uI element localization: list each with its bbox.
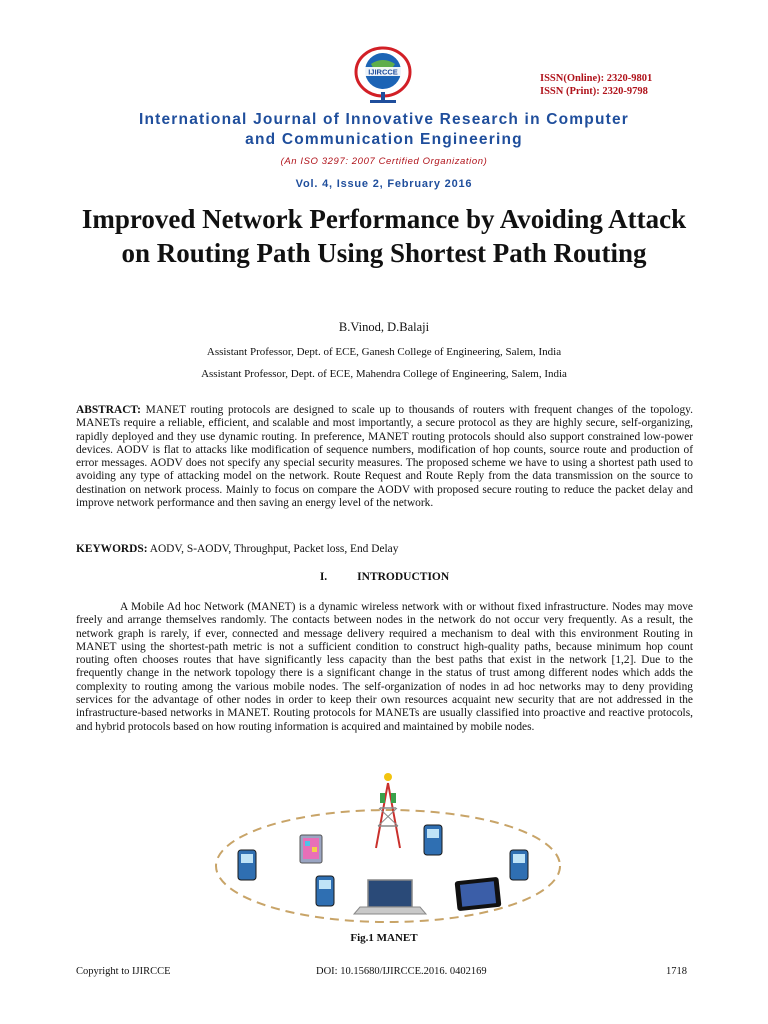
tablet-icon: [300, 835, 322, 863]
section-number: I.: [319, 571, 328, 583]
page-number: 1718: [666, 966, 687, 977]
section-title: INTRODUCTION: [357, 571, 450, 583]
tablet-device-icon: [455, 877, 502, 911]
abstract: [76, 404, 693, 510]
section-heading: [76, 571, 693, 583]
issn-print: ISSN (Print): 2320-9798: [540, 85, 648, 97]
affiliation-2: Assistant Professor, Dept. of ECE, Mahendra College of Engineering, Salem, India: [201, 368, 567, 380]
journal-title-line2: and Communication Engineering: [245, 131, 523, 148]
keywords-text: AODV, S-AODV, Throughput, Packet loss, End Delay: [149, 543, 399, 555]
issn-block: [540, 73, 730, 98]
abstract-text: MANET routing protocols are designed to scale up to thousands of routers with frequent changes of the topology. MANETs require a reliable, efficient, and scalable and most importantly, a secure protocol as they are highly secure, self-organizing, rapidly deployed and they use dynamic routing. In preference, MANET routing protocols should also support constrained low-power devices. AODV is flat to attacks like modification of sequence numbers, modification of hop counts, source route and production of error messages. AODV does not specify any special security measures. The proposed scheme we have to using a shortest path used to avoiding any type of attacking model on the network. Route Request and Route Reply from the data transmission on the source to destination on network process. Mainly to focus on compare the AODV with proposed secure routing to reduce the packet delay and improve network performance and then saving an energy level of the network.: [76, 404, 693, 510]
figure-caption: Fig.1 MANET: [350, 932, 418, 944]
paper-authors: B.Vinod, D.Balaji: [338, 320, 430, 334]
iso-certification: (An ISO 3297: 2007 Certified Organization): [280, 156, 488, 167]
journal-title-line1: International Journal of Innovative Research in Computer: [138, 111, 630, 128]
abstract-label: ABSTRACT:: [76, 404, 141, 416]
paper-title: Improved Network Performance by Avoiding Attack on Routing Path Using Shortest Path Routing: [81, 204, 687, 268]
volume-issue: Vol. 4, Issue 2, February 2016: [295, 178, 473, 190]
keywords: [76, 543, 693, 556]
journal-title: [60, 110, 708, 150]
journal-logo: [346, 44, 420, 106]
issn-online: ISSN(Online): 2320-9801: [540, 73, 653, 84]
affiliation-1: Assistant Professor, Dept. of ECE, Ganesh College of Engineering, Salem, India: [206, 346, 562, 358]
manet-figure: [210, 768, 570, 930]
footer-doi: DOI: 10.15680/IJIRCCE.2016. 0402169: [316, 966, 487, 977]
keywords-label: KEYWORDS:: [76, 543, 148, 555]
footer-copyright: Copyright to IJIRCCE: [76, 966, 171, 977]
laptop-icon: [354, 880, 426, 914]
logo-text: IJIRCCE: [368, 67, 398, 77]
introduction-paragraph: A Mobile Ad hoc Network (MANET) is a dynamic wireless network with or without fixed infrastructure. Nodes may move freely and arrange themselves randomly. The contacts between nodes in the network do not occur very frequently. As a result, the network graph is rarely, if ever, connected and message delivery required a mechanism to deal with this environment Routing in MANET using the shortest-path metric is not a sufficient condition to construct high-quality paths, because minimum hop count routing often chooses routes that have significantly less capacity than the best paths that exist in the network [1,2]. Due to the frequently change in the network topology there is a significant change in the status of trust among different nodes which adds the complexity to routing among the various mobile nodes. The self-organization of nodes in ad hoc networks may to deny providing services for the advantage of other nodes in order to keep their own resources acquaint new security that are not addressed in the infrastructure-based networks in MANET. Routing protocols for MANETs are usually classified into proactive and reactive protocols, and hybrid protocols based on how routing information is acquired and maintained by mobile nodes.: [76, 601, 693, 733]
